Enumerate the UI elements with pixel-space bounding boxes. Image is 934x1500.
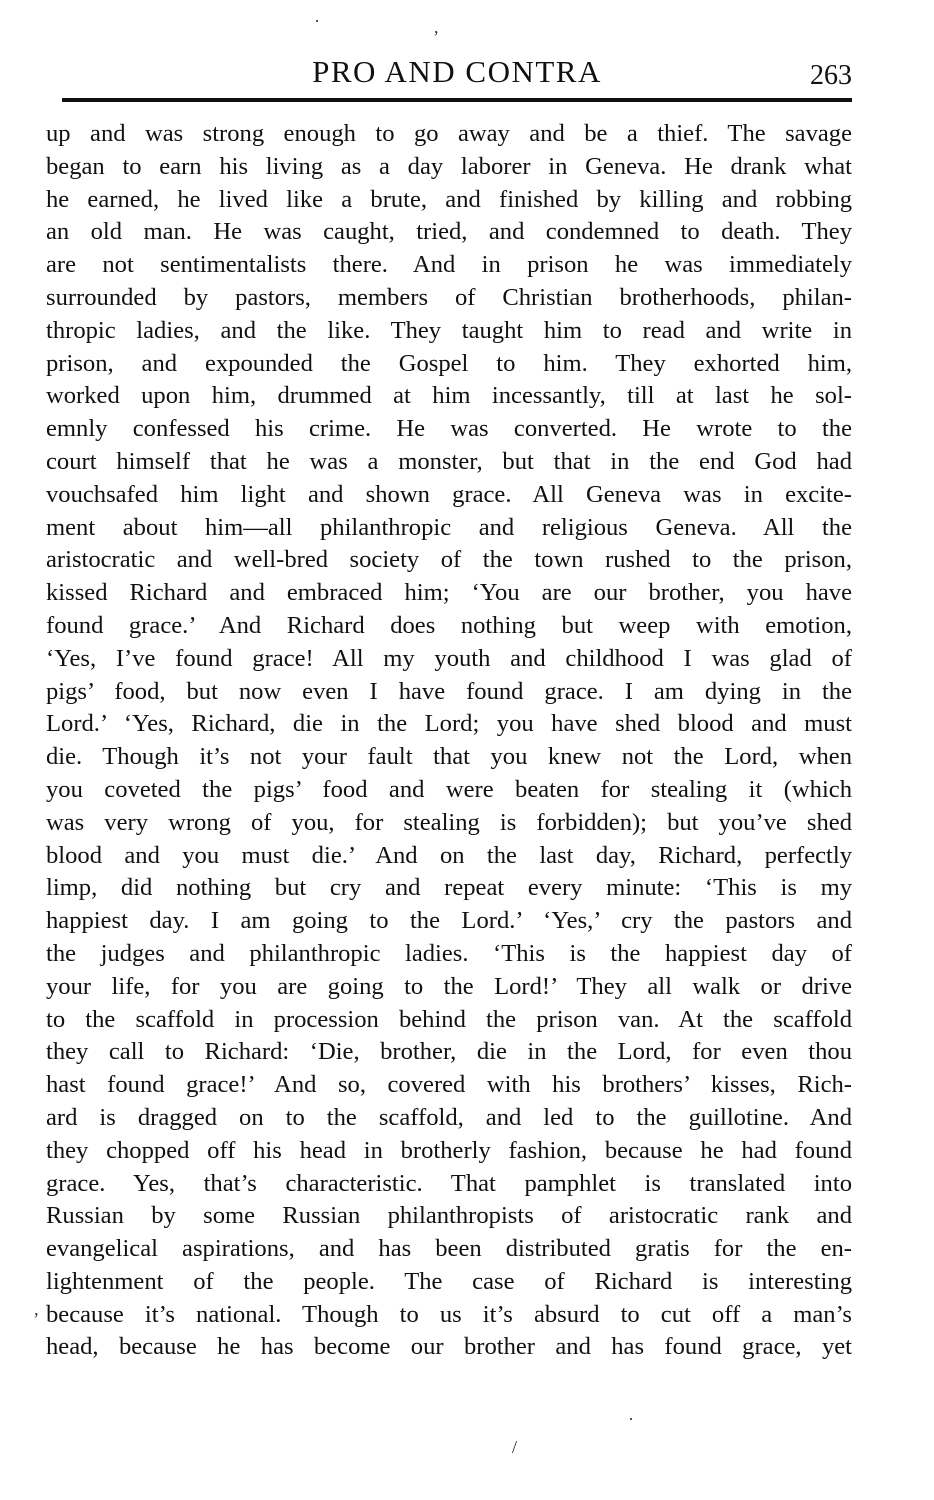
text-line: blood and you must die.’ And on the last day, Richard, perfectly	[46, 841, 852, 869]
text-line: court himself that he was a monster, but that in the end God had	[46, 447, 852, 475]
text-line: evangelical aspirations, and has been distributed gratis for the en-	[46, 1235, 852, 1263]
text-line: your life, for you are going to the Lord!’ They all walk or drive	[46, 972, 852, 1000]
scan-speck: ·	[314, 11, 320, 31]
text-line: began to earn his living as a day laborer in Geneva. He drank what	[46, 152, 852, 180]
text-line: because it’s national. Though to us it’s absurd to cut off a man’s	[46, 1300, 852, 1328]
text-line: head, because he has become our brother and has found grace, yet	[46, 1333, 852, 1361]
header-rule	[62, 98, 852, 102]
text-line: you coveted the pigs’ food and were beaten for stealing it (which	[46, 775, 852, 803]
page-number: 263	[810, 60, 852, 91]
text-line: surrounded by pastors, members of Christian brotherhoods, philan-	[46, 283, 852, 311]
text-line: grace. Yes, that’s characteristic. That pamphlet is translated into	[46, 1169, 852, 1197]
text-line: ment about him—all philanthropic and religious Geneva. All the	[46, 513, 852, 541]
text-line: emnly confessed his crime. He was converted. He wrote to the	[46, 415, 852, 443]
text-line: thropic ladies, and the like. They taught him to read and write in	[46, 316, 852, 344]
scan-speck: ,	[434, 17, 439, 37]
text-line: up and was strong enough to go away and be a thief. The savage	[46, 120, 852, 147]
text-line: kissed Richard and embraced him; ‘You are our brother, you have	[46, 579, 852, 607]
text-line: pigs’ food, but now even I have found grace. I am dying in the	[46, 677, 852, 705]
text-line: the judges and philanthropic ladies. ‘This is the happiest day of	[46, 939, 852, 967]
text-line: vouchsafed him light and shown grace. All Geneva was in excite-	[46, 480, 852, 508]
scan-speck: ·	[628, 1409, 634, 1429]
text-line: lightenment of the people. The case of Richard is interesting	[46, 1267, 852, 1295]
text-line: an old man. He was caught, tried, and condemned to death. They	[46, 218, 852, 246]
text-line: aristocratic and well-bred society of the town rushed to the prison,	[46, 546, 852, 574]
text-line: ard is dragged on to the scaffold, and led to the guillotine. And	[46, 1103, 852, 1131]
text-line: are not sentimentalists there. And in prison he was immediately	[46, 251, 852, 279]
text-line: prison, and expounded the Gospel to him. They exhorted him,	[46, 349, 852, 377]
text-line: they chopped off his head in brotherly fashion, because he had found	[46, 1136, 852, 1164]
body-text	[46, 118, 852, 1364]
text-line: they call to Richard: ‘Die, brother, die in the Lord, for even thou	[46, 1038, 852, 1066]
text-line: worked upon him, drummed at him incessantly, till at last he sol-	[46, 382, 852, 410]
scan-speck: /	[512, 1437, 518, 1457]
running-head	[62, 54, 852, 94]
text-line: was very wrong of you, for stealing is forbidden); but you’ve shed	[46, 808, 852, 836]
running-title: PRO AND CONTRA	[312, 54, 602, 89]
text-line: die. Though it’s not your fault that you knew not the Lord, when	[46, 743, 852, 771]
text-line: found grace.’ And Richard does nothing but weep with emotion,	[46, 611, 852, 639]
text-line: hast found grace!’ And so, covered with his brothers’ kisses, Rich-	[46, 1071, 852, 1099]
text-line: limp, did nothing but cry and repeat every minute: ‘This is my	[46, 874, 852, 902]
text-line: Lord.’ ‘Yes, Richard, die in the Lord; you have shed blood and must	[46, 710, 852, 738]
text-line: to the scaffold in procession behind the prison van. At the scaffold	[46, 1005, 852, 1033]
text-line: Russian by some Russian philanthropists of aristocratic rank and	[46, 1202, 852, 1230]
text-line: ‘Yes, I’ve found grace! All my youth and childhood I was glad of	[46, 644, 852, 672]
text-line: he earned, he lived like a brute, and finished by killing and robbing	[46, 185, 852, 213]
scan-speck: ,	[34, 1299, 39, 1319]
text-line: happiest day. I am going to the Lord.’ ‘Yes,’ cry the pastors and	[46, 907, 852, 935]
